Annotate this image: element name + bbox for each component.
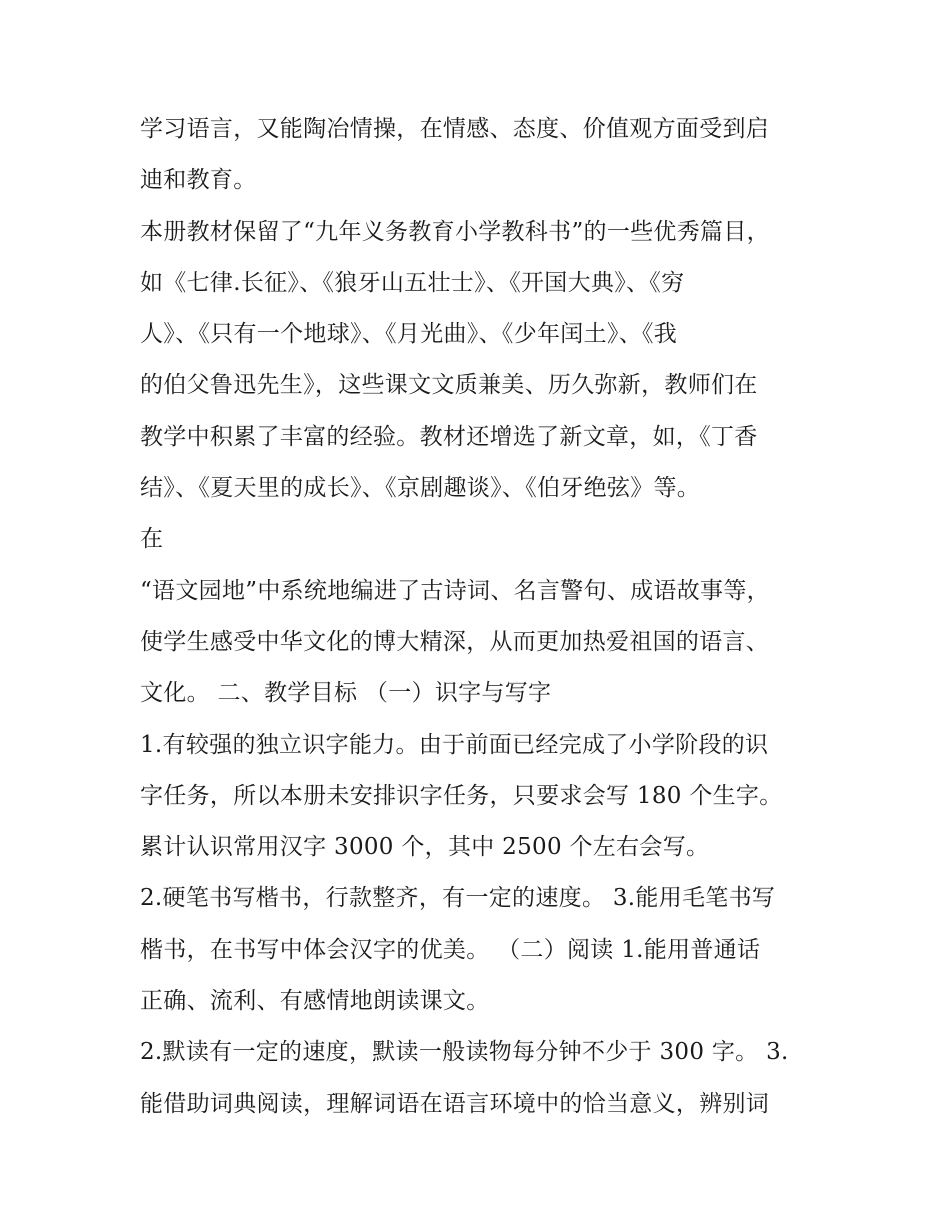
text-line: 累计认识常用汉字 3000 个，其中 2500 个左右会写。 (140, 834, 710, 861)
text-line: 本册教材保留了“九年义务教育小学教科书”的一些优秀篇目， (140, 218, 770, 245)
section-heading-line: 文化。 二、教学目标 （一）识字与写字 (140, 680, 552, 707)
text-line: 使学生感受中华文化的博大精深，从而更加热爱祖国的语言、 (140, 628, 770, 655)
text-line: 2.硬笔书写楷书，行款整齐，有一定的速度。 3.能用毛笔书写 (140, 885, 776, 912)
text-line: “语文园地”中系统地编进了古诗词、名言警句、成语故事等， (140, 577, 770, 604)
text-line: 的伯父鲁迅先生》，这些课文文质兼美、历久弥新，教师们在 (140, 372, 758, 399)
text-line: 结》、《夏天里的成长》、《京剧趣谈》、《伯牙绝弦》等。 (140, 475, 701, 502)
text-line: 1.有较强的独立识字能力。由于前面已经完成了小学阶段的识 (140, 731, 769, 758)
text-line: 人》、《只有一个地球》、《月光曲》、《少年闰土》、《我 (140, 321, 678, 348)
text-line: 如《七律.长征》、《狼牙山五壮士》、《开国大典》、《穷 (140, 269, 685, 296)
text-line: 教学中积累了丰富的经验。教材还增选了新文章，如，《丁香 (140, 423, 758, 450)
text-line: 字任务，所以本册未安排识字任务，只要求会写 180 个生字。 (140, 782, 783, 809)
text-line: 学习语言，又能陶冶情操，在情感、态度、价值观方面受到启 (140, 116, 770, 142)
text-line: 迪和教育。 (140, 167, 257, 194)
text-line: 能借助词典阅读，理解词语在语言环境中的恰当意义，辨别词 (140, 1090, 770, 1117)
document-body (140, 104, 820, 1130)
text-line: 在 (140, 526, 164, 553)
text-line: 2.默读有一定的速度，默读一般读物每分钟不少于 300 字。 3. (140, 1039, 789, 1066)
text-line: 楷书，在书写中体会汉字的优美。 （二）阅读 1.能用普通话 (140, 936, 761, 963)
text-line: 正确、流利、有感情地朗读课文。 (140, 988, 490, 1015)
